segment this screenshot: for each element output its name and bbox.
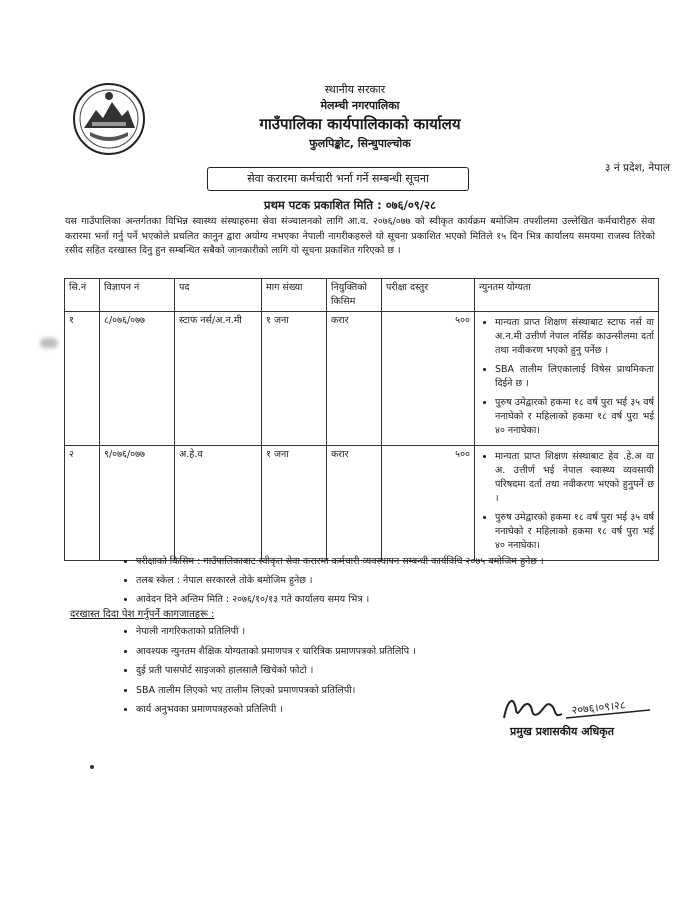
publication-date-label: प्रथम पटक प्रकाशित मिति : xyxy=(264,198,382,212)
scan-speck xyxy=(90,765,94,769)
cell-fee: ५०० xyxy=(382,446,475,561)
municipality-emblem-icon xyxy=(72,82,146,156)
list-item: • पुरुष उमेद्वारको हकमा १८ वर्ष पुरा भई ३५ वर्ष ननाघेको र महिलाको हकमा १८ वर्ष पुरा भई ४० ननाघेका। xyxy=(495,511,654,553)
header-province: ३ नं प्रदेश, नेपाल xyxy=(605,162,670,174)
cell-appt-type: करार xyxy=(327,446,382,561)
list-item: • परीक्षाको किसिम : गाउँपालिकाबाट स्वीकृत सेवा करारमा कर्मचारी व्यवस्थापन सम्बन्धी कार्यविधि २०७५ बमोजिम हुनेछ । xyxy=(136,552,676,571)
list-item: • पुरुष उमेद्वारको हकमा १८ वर्ष पुरा भई ३५ वर्ष ननाघेको र महिलाको हकमा १८ वर्ष पुरा भई ४० ननाघेका। xyxy=(495,396,654,438)
list-item: • SBA तालीम लिएकालाई विषेस प्राथमिकता दिईने छ । xyxy=(495,363,654,391)
cell-sn: १ xyxy=(65,312,100,446)
notice-title: सेवा करारमा कर्मचारी भर्ना गर्ने सम्बन्धी सूचना xyxy=(207,167,469,191)
list-item: • नेपाली नागरिकताको प्रतिलिपी । xyxy=(136,622,536,642)
cell-adv-no: ८/०७६/०७७ xyxy=(100,312,175,446)
publication-date xyxy=(230,198,470,213)
cell-sn: २ xyxy=(65,446,100,561)
qualification-list xyxy=(479,450,654,553)
table-header-row xyxy=(65,279,659,312)
cell-fee: ५०० xyxy=(382,312,475,446)
list-item: • कार्य अनुभवका प्रमाणपत्रहरुको प्रतिलिपी । xyxy=(136,700,536,720)
header-demand: माग संख्या xyxy=(262,279,327,312)
header-adv-no: विज्ञापन नं xyxy=(100,279,175,312)
list-item: • दुई प्रती पासपोर्ट साइजको हालसालै खिचेको फोटो । xyxy=(136,661,536,681)
header-fee: परीक्षा दस्तुर xyxy=(382,279,475,312)
cell-adv-no: ९/०७६/०७७ xyxy=(100,446,175,561)
table-row xyxy=(65,446,659,561)
header-sn: सि.नं xyxy=(65,279,100,312)
header-qualification: न्युनतम योग्यता xyxy=(475,279,659,312)
vacancy-table xyxy=(64,278,659,561)
header-office: गाउँपालिका कार्यपालिकाको कार्यालय xyxy=(259,115,461,133)
table-row xyxy=(65,312,659,446)
signatory-title: प्रमुख प्रशासकीय अधिकृत xyxy=(510,725,614,738)
header-address: फुलपिङ्कोट, सिन्धुपाल्चोक xyxy=(309,137,411,150)
svg-text:२०७६।०९।२८: २०७६।०९।२८ xyxy=(570,698,627,717)
header-post: पद xyxy=(175,279,262,312)
list-item: • आवेदन दिने अन्तिम मिति : २०७६/१०/१३ गते कार्यालय समय भित्र । xyxy=(136,590,676,609)
cell-demand: १ जना xyxy=(262,446,327,561)
publication-date-value: ०७६/०९/२८ xyxy=(385,198,436,212)
qualification-list xyxy=(479,316,654,438)
cell-appt-type: करार xyxy=(327,312,382,446)
documents-heading: दरखास्त दिदा पेश गर्नुपर्ने कागजातहरू : xyxy=(70,609,215,620)
notes-list xyxy=(120,552,676,609)
cell-post: अ.हे.व xyxy=(175,446,262,561)
header-appt-type: नियुक्तिको किसिम xyxy=(327,279,382,312)
list-item: • मान्यता प्राप्त शिक्षण संस्थाबाट स्टाफ नर्स वा अ.न.मी उत्तीर्ण नेपाल नर्सिङ काउन्सीलमा दर्ता तथा नवीकरण भएको हुनु पर्नेछ । xyxy=(495,316,654,358)
header-municipality: मेलम्ची नगरपालिका xyxy=(320,99,400,112)
list-item: • मान्यता प्राप्त शिक्षण संस्थाबाट हेव .हे.अ वा अ. उत्तीर्ण भई नेपाल स्वास्थ्य व्यवसायी परिषदमा दर्ता तथा नवीकरण भएको हुनुपर्ने छ । xyxy=(495,450,654,506)
list-item: • तलब स्केल : नेपाल सरकारले तोके बमोजिम हुनेछ । xyxy=(136,571,676,590)
list-item: • आवश्यक न्युनतम शैक्षिक योग्यताको प्रमाणपत्र र चारित्रिक प्रमाणपत्रको प्रतिलिपि । xyxy=(136,642,536,662)
handwritten-signature xyxy=(500,688,660,728)
list-item: • SBA तालीम लिएको भए तालीम लिएको प्रमाणपत्रको प्रतिलिपी। xyxy=(136,681,536,701)
cell-qualification xyxy=(475,312,659,446)
documents-list xyxy=(120,622,536,720)
scan-smudge xyxy=(40,338,58,348)
cell-post: स्टाफ नर्स/अ.न.मी xyxy=(175,312,262,446)
cell-qualification xyxy=(475,446,659,561)
cell-demand: १ जना xyxy=(262,312,327,446)
notice-intro: यस गाउँपालिका अन्तर्गतका विभिन्न स्वास्थ्य संस्थाहरुमा सेवा संञ्चालनको लागि आ.व. २०७६/०७७ को स्वीकृत कार्यक्रम बमोजिम तपशीलमा उल्लेखित कर्मचारीहरु सेवा करारमा भर्ना गर्नु पर्ने भएकोले प्रचलित कानुन द्वारा अयोग्य नभएका नेपाली नागरीकहरुले यो सूचना प्रकाशित भएको मितिले १५ दिन भित्र कार्यालय समयमा राजस्व तिरेको रसीद सहित दरखास्त दिनु हुन सम्बन्धित सबैको जानकारीको लागि यो सूचना प्रकाशित गरिएको छ । xyxy=(65,216,655,256)
header-gov-label: स्थानीय सरकार xyxy=(324,83,386,96)
